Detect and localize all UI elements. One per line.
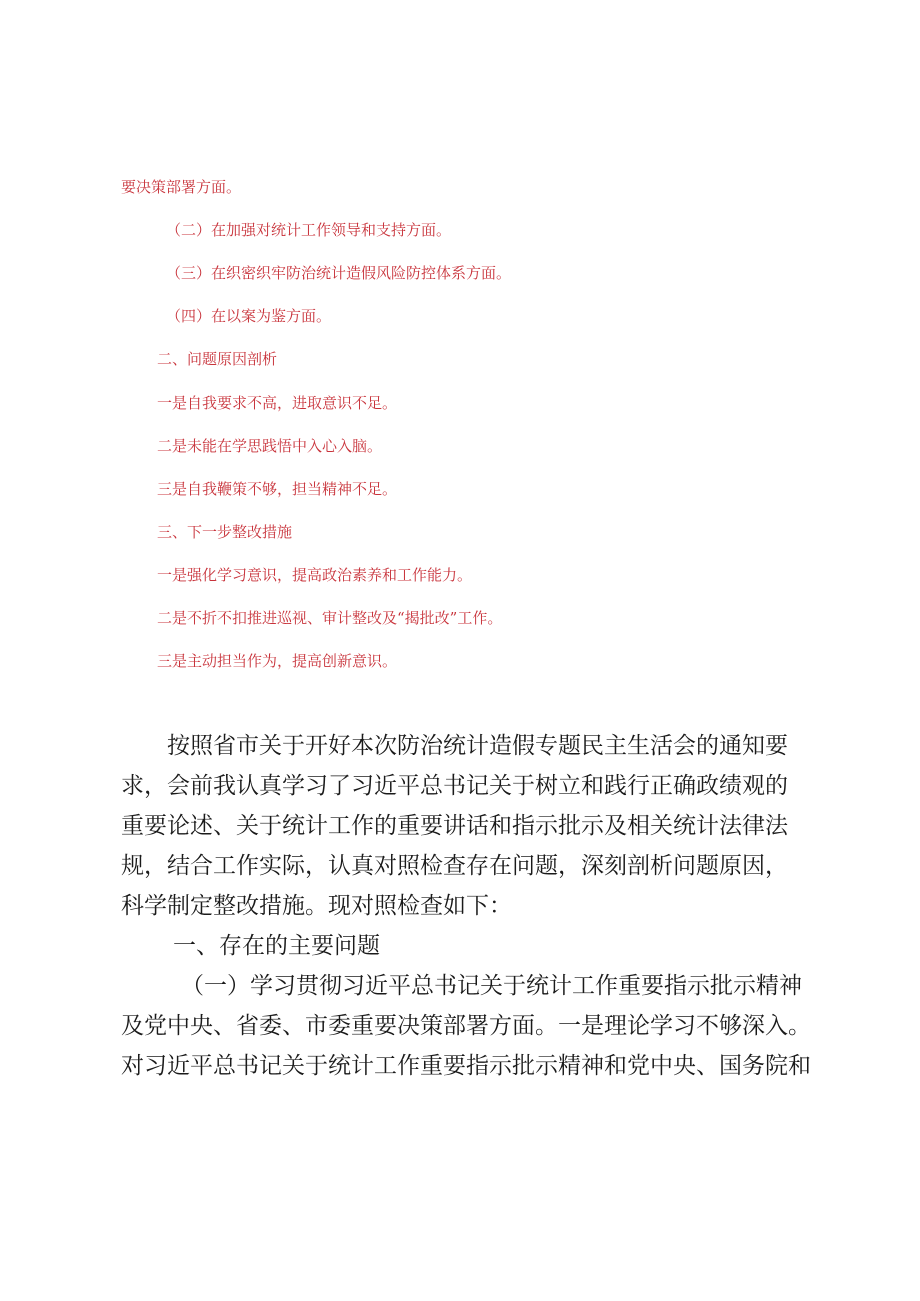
paragraph-line: 及党中央、省委、市委重要决策部署方面。一是理论学习不够深入。: [121, 1013, 811, 1039]
outline-item: 二是不折不扣推进巡视、审计整改及“揭批改”工作。: [157, 609, 503, 627]
outline-item: 二是未能在学思践悟中入心入脑。: [157, 437, 383, 455]
outline-item: 三是自我鞭策不够，担当精神不足。: [157, 480, 398, 498]
outline-item: （三）在织密织牢防治统计造假风险防控体系方面。: [166, 264, 512, 282]
outline-item: 一是强化学习意识，提高政治素养和工作能力。: [157, 566, 473, 584]
outline-item: 一是自我要求不高，进取意识不足。: [157, 394, 398, 412]
paragraph-line: （一）学习贯彻习近平总书记关于统计工作重要指示批示精神: [181, 973, 802, 999]
intro-line: 重要论述、关于统计工作的重要讲话和指示批示及相关统计法律法: [121, 813, 788, 839]
outline-heading: 二、问题原因剖析: [157, 350, 278, 368]
outline-item: （四）在以案为鉴方面。: [166, 307, 332, 325]
body-text: [121, 726, 821, 1086]
outline-continuation: 要决策部署方面。: [121, 178, 242, 196]
outline-item: （二）在加强对统计工作领导和支持方面。: [166, 221, 452, 239]
outline-heading: 三、下一步整改措施: [157, 523, 293, 541]
intro-line: 按照省市关于开好本次防治统计造假专题民主生活会的通知要: [167, 733, 788, 759]
intro-line: 科学制定整改措施。现对照检查如下：: [121, 893, 512, 919]
outline-item: 三是主动担当作为，提高创新意识。: [157, 652, 398, 670]
intro-line: 求，会前我认真学习了习近平总书记关于树立和践行正确政绩观的: [121, 773, 788, 799]
intro-line: 规，结合工作实际，认真对照检查存在问题，深刻剖析问题原因，: [121, 853, 788, 879]
section-heading: 一、存在的主要问题: [173, 933, 380, 959]
paragraph-line: 对习近平总书记关于统计工作重要指示批示精神和党中央、国务院和: [121, 1053, 811, 1079]
